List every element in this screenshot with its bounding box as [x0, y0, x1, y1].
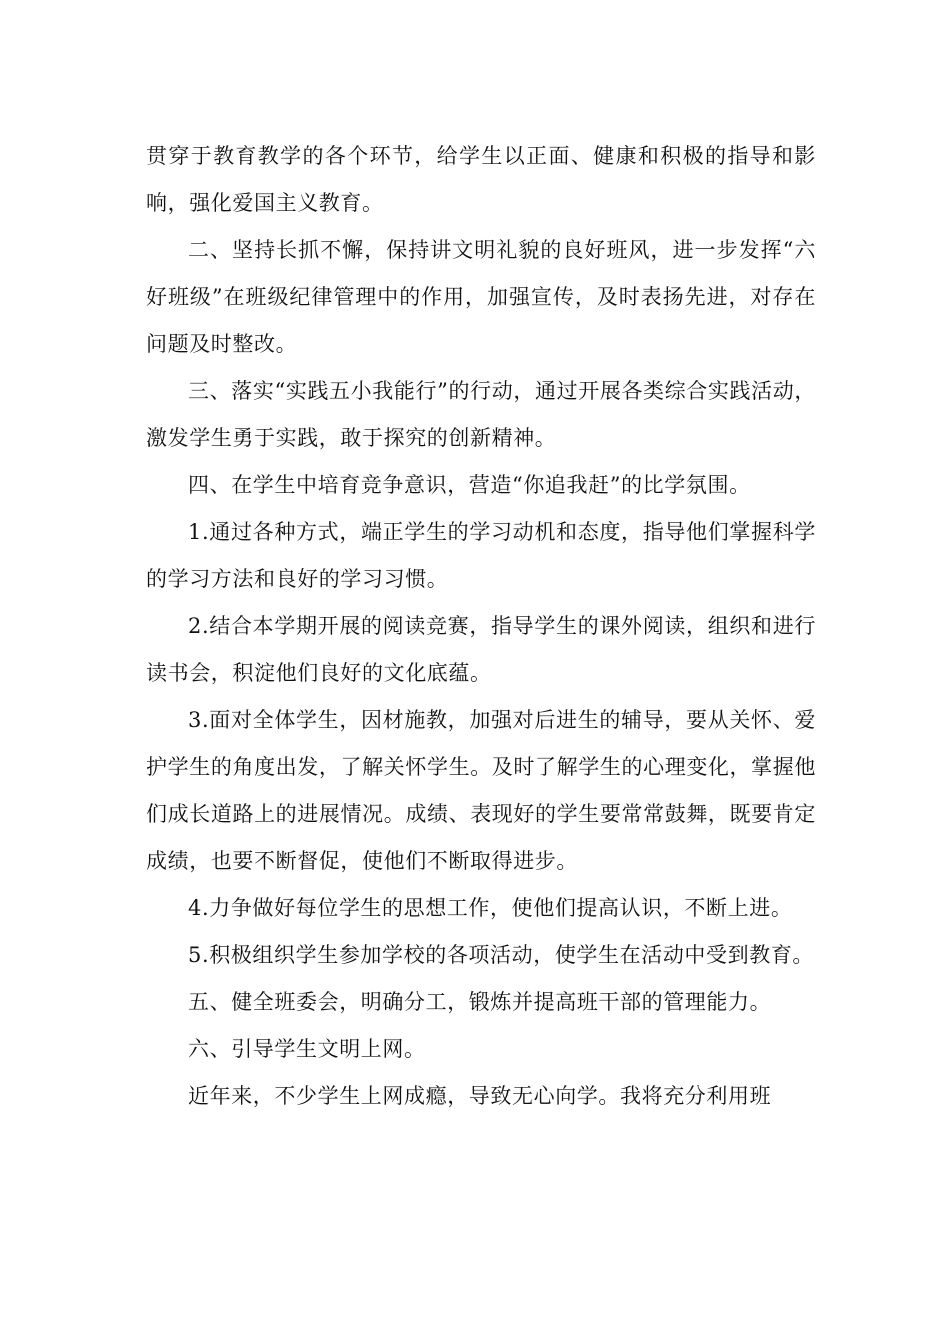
paragraph-item-4: 4.力争做好每位学生的思想工作，使他们提高认识，不断上进。 — [188, 896, 793, 920]
paragraph-continuation: 贯穿于教育教学的各个环节，给学生以正面、健康和积极的指导和影响，强化爱国主义教育。 — [146, 144, 816, 215]
paragraph-section-six: 六、引导学生文明上网。 — [188, 1037, 426, 1061]
paragraph-section-four: 四、在学生中培育竞争意识，营造“你追我赶”的比学氛围。 — [188, 473, 751, 497]
paragraph-section-five: 五、健全班委会，明确分工，锻炼并提高班干部的管理能力。 — [188, 990, 772, 1014]
paragraph-item-2: 2.结合本学期开展的阅读竞赛，指导学生的课外阅读，组织和进行读书会，积淀他们良好的文化底蕴。 — [146, 614, 816, 685]
paragraph-section-three: 三、落实“实践五小我能行”的行动，通过开展各类综合实践活动，激发学生勇于实践，敢于探究的创新精神。 — [146, 379, 816, 450]
paragraph-item-5: 5.积极组织学生参加学校的各项活动，使学生在活动中受到教育。 — [188, 943, 815, 967]
paragraph-item-3: 3.面对全体学生，因材施教，加强对后进生的辅导，要从关怀、爱护学生的角度出发，了解关怀学生。及时了解学生的心理变化，掌握他们成长道路上的进展情况。成绩、表现好的学生要常常鼓舞，既要肯定成绩，也要不断督促，使他们不断取得进步。 — [146, 708, 816, 873]
document-body — [146, 133, 816, 1120]
paragraph-section-two: 二、坚持长抓不懈，保持讲文明礼貌的良好班风，进一步发挥“六好班级”在班级纪律管理中的作用，加强宣传，及时表扬先进，对存在问题及时整改。 — [146, 238, 816, 356]
paragraph-internet-intro: 近年来，不少学生上网成瘾，导致无心向学。我将充分利用班 — [188, 1084, 772, 1108]
paragraph-item-1: 1.通过各种方式，端正学生的学习动机和态度，指导他们掌握科学的学习方法和良好的学习习惯。 — [146, 520, 816, 591]
